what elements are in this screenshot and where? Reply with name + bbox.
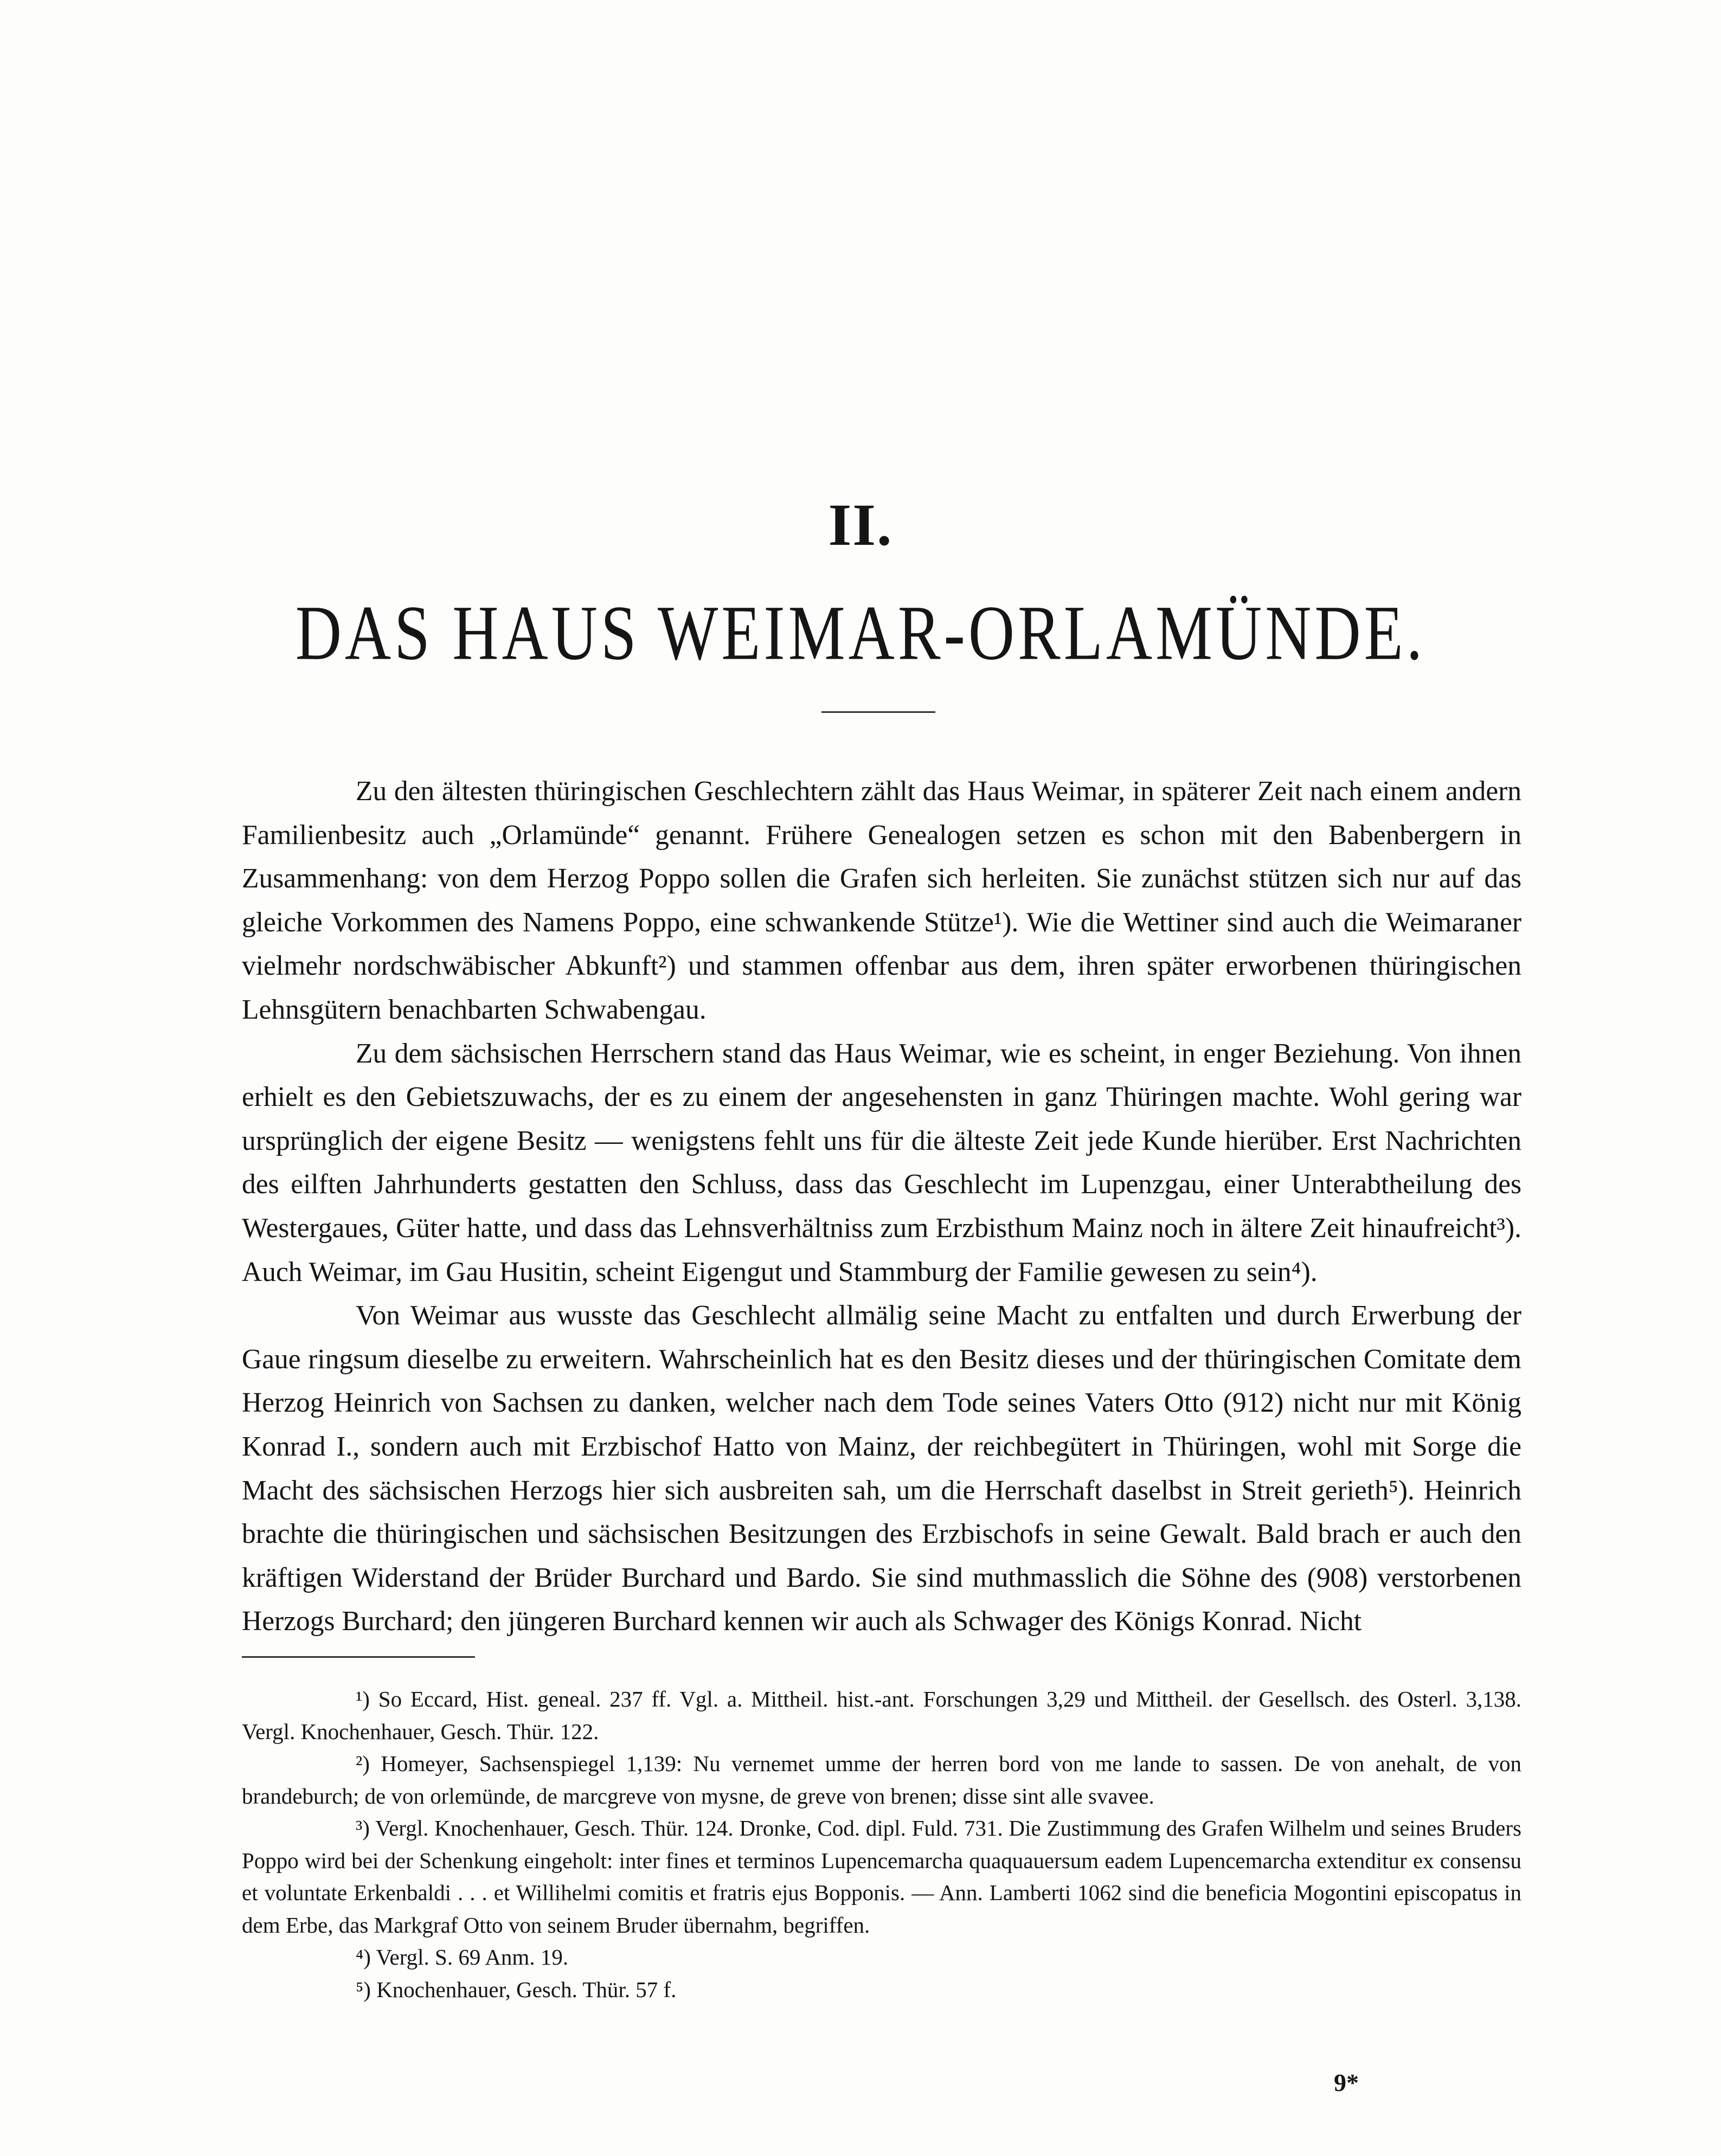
footnote-text: Vergl. S. 69 Anm. 19. [376, 1945, 569, 1970]
body-text [242, 770, 1521, 1644]
paragraph: Von Weimar aus wusste das Geschlecht allmälig seine Macht zu entfalten und durch Erwerbung der Gaue ringsum dieselbe zu erweitern. Wahrscheinlich hat es den Besitz dieses und der thüringischen Comitate dem Herzog Heinrich von Sachsen zu danken, welcher nach dem Tode seines Vaters Otto (912) nicht nur mit König Konrad I., sondern auch mit Erzbischof Hatto von Mainz, der reichbegütert in Thüringen, wohl mit Sorge die Macht des sächsischen Herzogs hier sich ausbreiten sah, um die Herrschaft daselbst in Streit gerieth⁵). Heinrich brachte die thüringischen und sächsischen Besitzungen des Erzbischofs in seine Gewalt. Bald brach er auch den kräftigen Widerstand der Brüder Burchard und Bardo. Sie sind muthmasslich die Söhne des (908) verstorbenen Herzogs Burchard; den jüngeren Burchard kennen wir auch als Schwager des Königs Konrad. Nicht [242, 1300, 1521, 1637]
footnote [242, 1812, 1521, 1941]
footnote [242, 1748, 1521, 1812]
paragraph: Zu den ältesten thüringischen Geschlechtern zählt das Haus Weimar, in späterer Zeit nach einem andern Familienbesitz auch „Orlamünde“ genannt. Frühere Genealogen setzen es schon mit den Babenbergern in Zusammenhang: von dem Herzog Poppo sollen die Grafen sich herleiten. Sie zunächst stützen sich nur auf das gleiche Vorkommen des Namens Poppo, eine schwankende Stütze¹). Wie die Wettiner sind auch die Weimaraner vielmehr nordschwäbischer Abkunft²) und stammen offenbar aus dem, ihren später erworbenen thüringischen Lehnsgütern benachbarten Schwabengau. [242, 776, 1521, 1025]
footnote [242, 1974, 1521, 2006]
page-number: 9* [1334, 2069, 1359, 2096]
footnote-divider [242, 1656, 475, 1658]
footnote-mark: ¹) [356, 1687, 370, 1711]
chapter-title: DAS HAUS WEIMAR-ORLAMÜNDE. [295, 589, 1426, 677]
footnote-text: Knochenhauer, Gesch. Thür. 57 f. [376, 1977, 677, 2002]
footnote-mark: ²) [356, 1751, 370, 1776]
footnote-mark: ⁵) [356, 1977, 371, 2002]
footnote [242, 1941, 1521, 1974]
paragraph: Zu dem sächsischen Herrschern stand das Haus Weimar, wie es scheint, in enger Beziehung. Von ihnen erhielt es den Gebietszuwachs, der es zu einem der angesehensten in ganz Thüringen machte. Wohl gering war ursprünglich der eigene Besitz — wenigstens fehlt uns für die älteste Zeit jede Kunde hierüber. Erst Nachrichten des eilften Jahrhunderts gestatten den Schluss, dass das Geschlecht im Lupenzgau, einer Unterabtheilung des Westergaues, Güter hatte, und dass das Lehnsverhältniss zum Erzbisthum Mainz noch in ältere Zeit hinaufreicht³). Auch Weimar, im Gau Husitin, scheint Eigengut und Stammburg der Familie gewesen zu sein⁴). [242, 1038, 1521, 1288]
footnote-text: Vergl. Knochenhauer, Gesch. Thür. 124. Dronke, Cod. dipl. Fuld. 731. Die Zustimmung des Grafen Wilhelm und seines Bruders Poppo wird bei der Schenkung eingeholt: inter fines et terminos Lupencemarcha quaquauersum eadem Lupencemarcha extenditur ex consensu et voluntate Erkenbaldi . . . et Willihelmi comitis et fratris ejus Bopponis. — Ann. Lamberti 1062 sind die beneficia Mogontini episcopatus in dem Erbe, das Markgraf Otto von seinem Bruder übernahm, begriffen. [242, 1816, 1521, 1938]
footnote-mark: ⁴) [356, 1945, 371, 1970]
chapter-number: II. [828, 492, 893, 558]
title-divider [821, 711, 935, 713]
footnote-text: Homeyer, Sachsenspiegel 1,139: Nu vernemet umme der herren bord von me lande to sassen. De von anehalt, de von brandeburch; de von orlemünde, de marcgreve von mysne, de greve von brenen; disse sint alle svavee. [242, 1751, 1522, 1809]
footnote-text: So Eccard, Hist. geneal. 237 ff. Vgl. a. Mittheil. hist.-ant. Forschungen 3,29 und Mittheil. der Gesellsch. des Osterl. 3,138. Vergl. Knochenhauer, Gesch. Thür. 122. [242, 1687, 1521, 1744]
footnote [242, 1683, 1521, 1748]
footnotes [242, 1683, 1521, 2006]
footnote-mark: ³) [356, 1816, 370, 1840]
